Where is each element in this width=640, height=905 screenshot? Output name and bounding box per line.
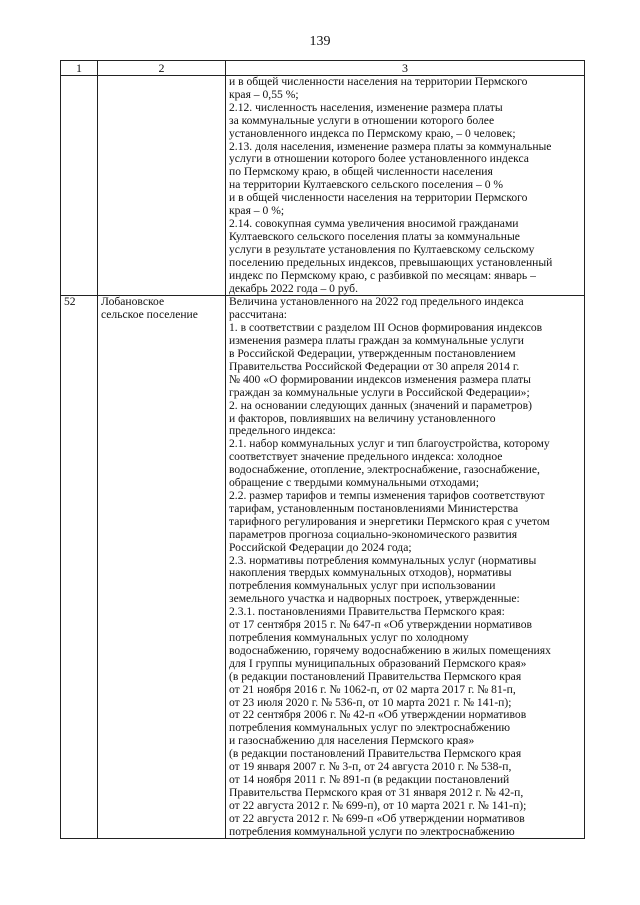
text-line: рассчитана:: [229, 309, 287, 322]
text-line: и в общей численности населения на территории Пермского: [229, 76, 528, 88]
text-line: потребления коммунальных услуг по холодному: [229, 631, 469, 644]
text-line: и в общей численности населения на территории Пермского: [229, 192, 528, 205]
text-line: в Российской Федерации, утвержденным постановлением: [229, 348, 516, 361]
text-line: граждан за коммунальные услуги в Российской Федерации»;: [229, 386, 530, 399]
text-line: водоснабжению, горячему водоснабжению в жилых помещениях: [229, 644, 551, 657]
header-cell-2: 2: [98, 61, 226, 76]
header-cell-1: 1: [61, 61, 98, 76]
text-line: Лобановское: [101, 296, 165, 309]
text-line: изменения размера платы граждан за коммунальные услуги: [229, 335, 524, 348]
text-line: поселению предельных индексов, превышающих установленный: [229, 256, 553, 269]
text-line: от 21 ноября 2016 г. № 1062-п, от 02 марта 2017 г. № 81-п,: [229, 683, 516, 696]
text-line: от 17 сентября 2015 г. № 647-п «Об утверждении нормативов: [229, 619, 532, 632]
text-line: от 22 августа 2012 г. № 699-п «Об утверждении нормативов: [229, 812, 525, 825]
table-header-row: [61, 61, 585, 76]
text-line: потребления коммунальных услуг при использовании: [229, 580, 496, 593]
text-line: 2.14. совокупная сумма увеличения вносимой гражданами: [229, 217, 519, 230]
table-row-52: [61, 296, 585, 839]
text-line: 2.12. численность населения, изменение размера платы: [229, 101, 503, 114]
text-line: 2.1. набор коммунальных услуг и тип благоустройства, которому: [229, 438, 550, 451]
text-line: от 19 января 2007 г. № 3-п, от 24 августа 2010 г. № 538-п,: [229, 761, 512, 774]
text-line: 2. на основании следующих данных (значений и параметров): [229, 399, 532, 412]
text-line: потребления коммунальных услуг по электроснабжению: [229, 722, 511, 735]
settlement-name-cell: [98, 76, 226, 296]
text-line: за коммунальные услуги в отношении которого более: [229, 114, 495, 127]
text-line: от 23 июля 2020 г. № 536-п, от 10 марта 2021 г. № 141-п);: [229, 696, 512, 709]
text-line: услуги в отношении которого более установленного индекса: [229, 153, 529, 166]
text-line: 2.13. доля населения, изменение размера платы за коммунальные: [229, 140, 552, 153]
text-line: обращение с твердыми коммунальными отходами;: [229, 477, 479, 490]
text-line: соответствует значение предельного индекса: холодное: [229, 451, 503, 464]
row-number-cell: 52: [61, 296, 98, 839]
text-line: тарифам, установленным постановлениями Министерства: [229, 502, 519, 515]
text-line: Правительства Пермского края от 31 января 2012 г. № 42-п,: [229, 786, 524, 799]
text-line: для I группы муниципальных образований Пермского края»: [229, 657, 527, 670]
text-line: края – 0,55 %;: [229, 88, 299, 101]
municipal-index-table: [60, 60, 585, 839]
text-line: 1. в соответствии с разделом III Основ формирования индексов: [229, 322, 543, 335]
header-cell-3: 3: [226, 61, 585, 76]
text-line: от 22 сентября 2006 г. № 42-п «Об утверждении нормативов: [229, 709, 527, 722]
page-number: 139: [309, 34, 331, 49]
text-line: Правительства Российской Федерации от 30 апреля 2014 г.: [229, 360, 520, 373]
text-line: и газоснабжению для населения Пермского края»: [229, 735, 475, 748]
text-line: предельного индекса:: [229, 425, 336, 438]
text-line: от 22 августа 2012 г. № 699-п), от 10 марта 2021 г. № 141-п);: [229, 799, 527, 812]
text-line: индекс по Пермскому краю, с разбивкой по месяцам: январь –: [229, 269, 536, 282]
text-line: 2.3.1. постановлениями Правительства Пермского края:: [229, 606, 505, 619]
text-line: параметров прогноза социально-экономического развития: [229, 528, 518, 541]
text-line: потребления коммунальной услуги по электроснабжению: [229, 825, 515, 838]
text-line: сельское поселение: [101, 309, 198, 322]
text-line: тарифного регулирования и энергетики Пермского края с учетом: [229, 515, 550, 528]
description-cell: [226, 76, 585, 296]
text-line: водоснабжение, отопление, электроснабжение, газоснабжение,: [229, 464, 540, 477]
text-line: Величина установленного на 2022 год предельного индекса: [229, 296, 524, 309]
text-line: (в редакции постановлений Правительства Пермского края: [229, 748, 522, 761]
text-line: на территории Култаевского сельского поселения – 0 %: [229, 179, 504, 192]
settlement-name-cell: [98, 296, 226, 839]
text-line: по Пермскому краю, в общей численности населения: [229, 166, 493, 179]
description-cell: [226, 296, 585, 839]
text-line: декабрь 2022 года – 0 руб.: [229, 282, 358, 295]
text-line: от 14 ноября 2011 г. № 891-п (в редакции постановлений: [229, 773, 510, 786]
text-line: 2.2. размер тарифов и темпы изменения тарифов соответствуют: [229, 490, 545, 502]
text-line: земельного участка и надворных построек, утвержденные:: [229, 593, 520, 606]
text-line: (в редакции постановлений Правительства Пермского края: [229, 670, 522, 683]
text-line: установленного индекса по Пермскому краю, – 0 человек;: [229, 127, 516, 140]
text-line: накопления твердых коммунальных отходов), нормативы: [229, 567, 512, 580]
text-line: Российской Федерации до 2024 года;: [229, 541, 412, 554]
row-number-cell: [61, 76, 98, 296]
text-line: услуги в результате установления по Култаевскому сельскому: [229, 243, 535, 256]
table-row-continuation: [61, 76, 585, 296]
text-line: края – 0 %;: [229, 205, 285, 218]
text-line: 2.3. нормативы потребления коммунальных услуг (нормативы: [229, 554, 537, 567]
text-line: № 400 «О формировании индексов изменения размера платы: [229, 373, 531, 386]
text-line: Култаевского сельского поселения платы за коммунальные: [229, 230, 520, 243]
text-line: и факторов, повлиявших на величину установленного: [229, 412, 496, 425]
